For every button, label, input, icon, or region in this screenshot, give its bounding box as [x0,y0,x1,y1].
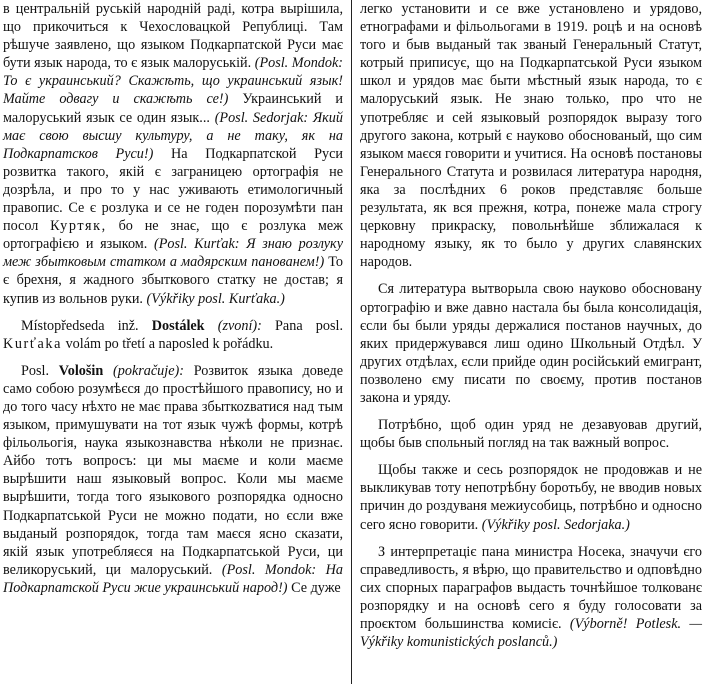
speech-paragraph: легко установити и се вже установлено и урядово, етнографами и фільольогами в 1919. роцѣ и на основѣ того и быв выданый так званый Генеральный Статут, котрый приписує, що на Подкарпатськой Руси языком школ и урядов має быти мѣстный язык народа, то є малоруський язык. Не знаю только, про что не употребляє и сей языковый розпорядок выразу того другого закона, котрый є науково обоснованый, що сим языком маєся говорити и учитися. На основѣ постановы Генерального Статута и розвилася литература народня, яка за послѣдних 6 роков представляє больше результата, як вся прежня, котра, понеже мала строгу церковну прикраску, повольнѣйше зближалася к народному языку, як то было у других славянских народов. [360,1,702,271]
speech-text: Украинський и малоруський язык се один язык... [3,91,343,126]
speech-text: З интерпретаціє пана министра Носека, значучи єго справедливость, я вѣрю, що правительство и одповѣдно сих спорных параграфов выдасть точнѣйшое толкованє розпорядку и на основѣ сего я буду голосовати за проєктом большинства комисіє. [360,543,702,632]
speech-paragraph [3,0,343,308]
speech-text: Се дуже [291,579,341,596]
speech-text: Pana posl. [275,317,343,334]
speech-text: На Подкарпатской Руси розвитка такого, якій є заграницею ортографія не дозрѣла, и про то у нас уживають етимологичный правопис. Се є розлука и се не годен порозумѣти пан посол [3,145,343,235]
speaker-role: Posl. [21,362,49,379]
interjection: (Posl. Kurťak: Я знаю розлуку меж збытковым статком а мадярским панованем!) [3,236,343,271]
right-column [360,0,702,651]
speech-paragraph: Потрѣбно, щоб один уряд не дезавуовав другий, щобы быв спольный погляд на так важный вопрос. [360,417,702,452]
speaker-name: Vološin [58,362,104,379]
interjection: (Posl. Mondok: На Подкарпатской Руси жие украинський народ!) [3,561,343,596]
spaced-name: Куртяк, [50,218,107,235]
speech-text: То є брехня, я жадного збыткового статку не достав; я купив из вольнов руки. [3,254,343,307]
interjection: (Posl. Mondok: То є украинський? Скажѣть, що украинський язык! Майте одвагу и скажѣть се!) [3,55,344,108]
speech-paragraph [360,461,702,533]
speech-text: Розвиток языка доведе само собою розумѣєся до простѣйшого правопису, но и до того часу нѣхто не має права збыткоzватися над тым языком, примушувати на тот язык чужѣ формы, котрѣ фільольогія, наука языкознавства нѣколи не признає. Айбо тотъ вопросъ: ци мы маєме и коли маєме вырѣшити наш языковый вопрос. Коли мы маєме вырѣшити, тогда того языкового розпорядка односно Подкарпатськой Руси не можно подати, но єсли вже выданый розпорядок, тогда там маєся ясно сказати, якій язык употребляєся на Подкарпатськой Руси, ци великоруський, ци малоруський. [3,362,344,578]
speech-text: бо не знає, що є розлука меж ортографією и языком. [3,218,343,253]
interjection: (Posl. Sedorjak: Який має свою высшу культуру, а не таку, як на Подкарпатсков Руси!) [3,109,343,162]
left-column [3,0,343,597]
speaker-role: Místopředseda inž. [21,317,139,334]
speaker-name: Dostálek [151,317,205,334]
interjection: (Výkřiky posl. Kurťaka.) [146,290,285,307]
speech-text: в центральній руській народній раді, котра вырішила, що прикочиться к Чехословацкой Републиці. Там рѣшуче заявлено, що языком Подкарпатской Руси має бути язык народа, то є язык малоруській. [3,1,343,72]
interjection: (Výkřiky posl. Sedorjaka.) [481,516,630,533]
interjection: (Výborně! Potlesk. — Výkřiky komunistických poslanců.) [360,616,702,651]
speech-text: volám po třetí a naposled k pořádku. [65,335,274,352]
speech-paragraph: Ся литература вытворыла свою науково обоснованy ортографію и вже давно настала бы была консолидація, єсли бы были уряды держалися постанов научных, до яких придержувався лиш одино Школьный Отдѣл. У других отдѣлах, єсли прийде один російський емигрант, позволено єму писати по своєму, против постанов закона и уряду. [360,281,702,406]
speech-paragraph [360,543,702,652]
speech-paragraph [3,362,343,597]
spaced-name: Kurťaka [3,335,63,352]
stage-direction: (pokračuje): [113,362,184,379]
chair-paragraph [3,317,343,353]
stage-direction: (zvoní): [217,317,262,334]
speech-text: Щобы также и сесь розпорядок не продовжав и не выкликував тоту непотрѣбну боротьбу, не вводив новых причин до роздуваня межиусобиць, потрѣбно и односно сего ясно говорити. [360,462,702,533]
column-divider [351,0,352,684]
